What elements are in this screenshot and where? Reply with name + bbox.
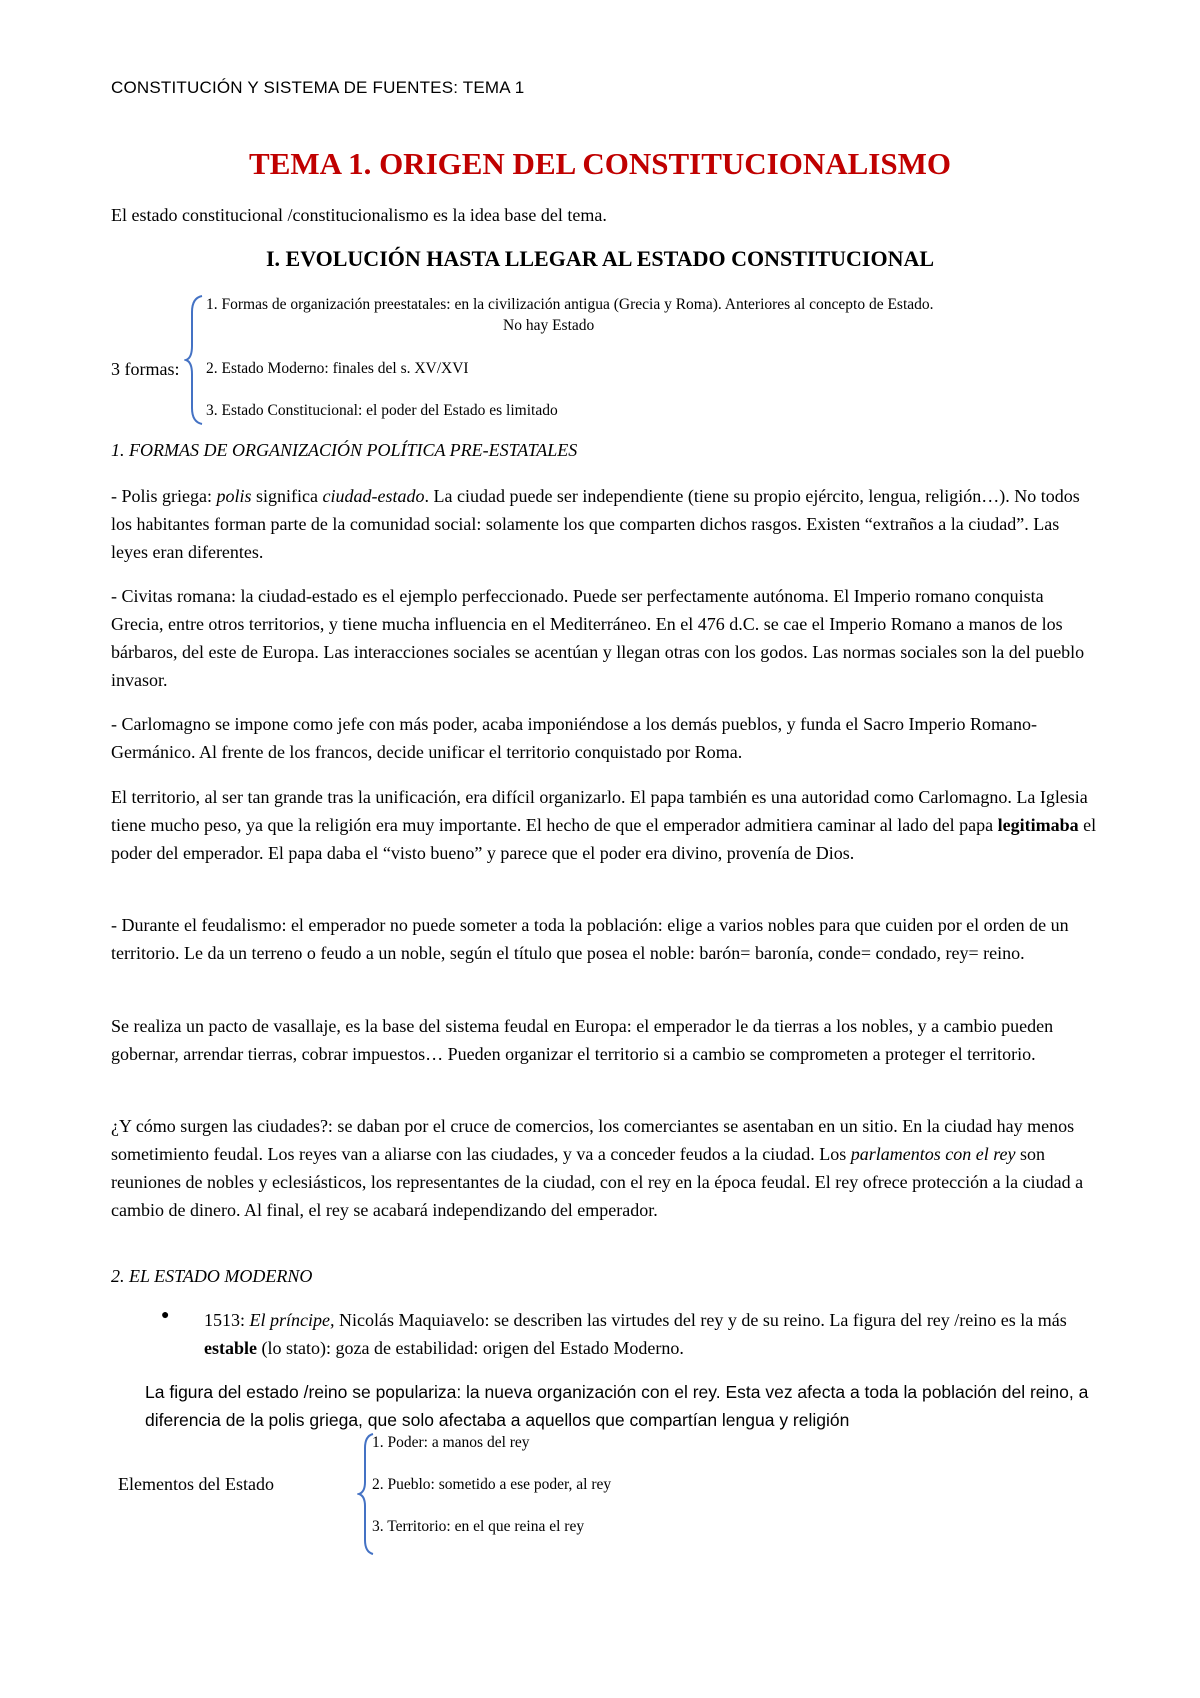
left-brace-icon	[184, 294, 206, 426]
form-item-1: 1. Formas de organización preestatales: en la civilización antigua (Grecia y Roma). Anteriores al concepto de Estado.	[206, 296, 934, 313]
section-heading: I. EVOLUCIÓN HASTA LLEGAR AL ESTADO CONSTITUCIONAL	[265, 246, 935, 271]
subsection-heading-2: 2. EL ESTADO MODERNO	[111, 1266, 313, 1286]
paragraph-feudalismo: - Durante el feudalismo: el emperador no puede someter a toda la población: elige a varios nobles para que cuiden por el orden de un territorio. Le da un terreno o feudo a un noble, según el título que posea el noble: barón= baronía, conde= condado, rey= reino.	[111, 915, 1069, 963]
paragraph-vasallaje: Se realiza un pacto de vasallaje, es la base del sistema feudal en Europa: el emperador le da tierras a los nobles, y a cambio pueden gobernar, arrendar tierras, cobrar impuestos… Pueden organizar el territorio si a cambio se comprometen a proteger el territorio.	[111, 1016, 1054, 1064]
form-item-2: 2. Estado Moderno: finales del s. XV/XVI	[206, 360, 469, 377]
page-header: CONSTITUCIÓN Y SISTEMA DE FUENTES: TEMA 1	[111, 78, 525, 97]
paragraph-carlomagno: - Carlomagno se impone como jefe con más poder, acaba imponiéndose a los demás pueblos, y funda el Sacro Imperio Romano-Germánico. Al frente de los francos, decide unificar el territorio conquistado por Roma.	[111, 714, 1038, 762]
forms-label: 3 formas:	[111, 359, 180, 379]
paragraph-civitas: - Civitas romana: la ciudad-estado es el ejemplo perfeccionado. Puede ser perfectamente autónoma. El Imperio romano conquista Grecia, entre otros territorios, y tiene mucha influencia en el Mediterráneo. En el 476 d.C. se cae el Imperio Romano a manos de los bárbaros, del este de Europa. Las interacciones sociales se acentúan y llegan otras con los godos. Las normas sociales son la del pueblo invasor.	[111, 586, 1085, 690]
paragraph-territorio: El territorio, al ser tan grande tras la unificación, era difícil organizarlo. El papa también es una autoridad como Carlomagno. La Iglesia tiene mucho peso, ya que la religión era muy importante. El hecho de que el emperador admitiera caminar al lado del papa legitimaba el poder del emperador. El papa daba el “visto bueno” y parece que el poder era divino, provenía de Dios.	[111, 787, 1097, 863]
bullet-icon: ●	[161, 1308, 170, 1323]
subsection-heading-1: 1. FORMAS DE ORGANIZACIÓN POLÍTICA PRE-ESTATALES	[111, 440, 578, 460]
paragraph-ciudades: ¿Y cómo surgen las ciudades?: se daban por el cruce de comercios, los comerciantes se asentaban en un sitio. En la ciudad hay menos sometimiento feudal. Los reyes van a aliarse con las ciudades, y va a conceder feudos a la ciudad. Los parlamentos con el rey son reuniones de nobles y eclesiásticos, los representantes de la ciudad, con el rey en la época feudal. El rey ofrece protección a la ciudad a cambio de dinero. Al final, el rey se acabará independizando del emperador.	[111, 1116, 1084, 1220]
elements-label: Elementos del Estado	[118, 1474, 274, 1494]
paragraph-popular: La figura del estado /reino se populariza: la nueva organización con el rey. Esta vez afecta a toda la población del reino, a diferencia de la polis griega, que solo afectaba a aquellos que compartían lengua y religión	[145, 1382, 1089, 1430]
paragraph-polis: - Polis griega: polis significa ciudad-estado. La ciudad puede ser independiente (tiene su propio ejército, lengua, religión…). No todos los habitantes forman parte de la comunidad social: solamente los que comparten dichos rasgos. Existen “extraños a la ciudad”. Las leyes eran diferentes.	[111, 486, 1080, 562]
element-item-3: 3. Territorio: en el que reina el rey	[372, 1518, 585, 1535]
document-title: TEMA 1. ORIGEN DEL CONSTITUCIONALISMO	[249, 146, 951, 181]
bullet-maquiavelo: 1513: El príncipe, Nicolás Maquiavelo: se describen las virtudes del rey y de su reino. La figura del rey /reino es la más estable (lo stato): goza de estabilidad: origen del Estado Moderno.	[204, 1310, 1067, 1358]
form-item-1-cont: No hay Estado	[503, 317, 595, 334]
element-item-2: 2. Pueblo: sometido a ese poder, al rey	[372, 1476, 612, 1493]
form-item-3: 3. Estado Constitucional: el poder del Estado es limitado	[206, 402, 558, 419]
element-item-1: 1. Poder: a manos del rey	[372, 1434, 530, 1451]
intro-paragraph: El estado constitucional /constitucionalismo es la idea base del tema.	[111, 205, 607, 225]
